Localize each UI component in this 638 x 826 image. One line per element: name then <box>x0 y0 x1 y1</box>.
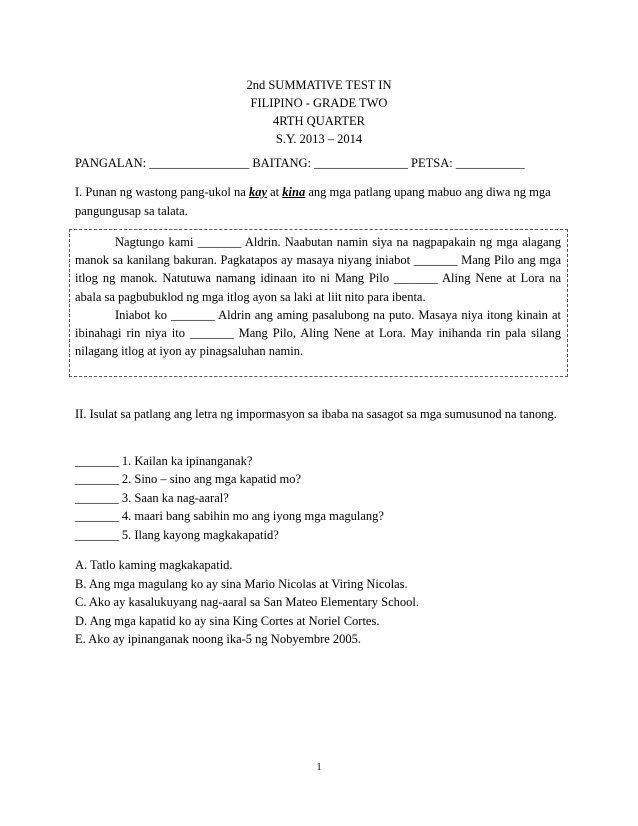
question-list <box>75 452 384 544</box>
question-item: _______ 4. maari bang sabihin mo ang iyong mga magulang? <box>75 509 384 524</box>
header-subject: FILIPINO - GRADE TWO <box>250 96 388 110</box>
header-school-year: S.Y. 2013 – 2014 <box>275 132 363 146</box>
passage-paragraph-2: Iniabot ko _______ Aldrin ang aming pasalubong na puto. Masaya niya itong kinain at ibinahagi rin niya ito _______ Mang Pilo, Aling Nene at Lora. May inihanda rin pala silang nilagang itlog at iyon ay pinagsaluhan namin. <box>75 307 561 359</box>
section1-text-before: I. Punan ng wastong pang-ukol na <box>75 185 249 199</box>
header-title: 2nd SUMMATIVE TEST IN <box>246 78 392 92</box>
section2-instruction: II. Isulat sa patlang ang letra ng impormasyon sa ibaba na sasagot sa mga sumusunod na tanong. <box>75 407 557 421</box>
answer-item: C. Ako ay kasalukuyang nag-aaral sa San Mateo Elementary School. <box>75 595 420 610</box>
answer-item: B. Ang mga magulang ko ay sina Mario Nicolas at Viring Nicolas. <box>75 576 408 591</box>
header-quarter: 4RTH QUARTER <box>273 114 365 128</box>
passage-box <box>69 229 568 377</box>
section1-instruction <box>75 183 567 221</box>
passage-paragraph-1: Nagtungo kami _______ Aldrin. Naabutan namin siya na nagpapakain ng mga alagang manok sa kanilang bakuran. Pagkatapos ay masaya niyang iniabot _______ Mang Pilo ang mga itlog ng manok. Natutuwa namang idinaan ito ni Mang Pilo _______ Aling Nene at Lora na abala sa pagbubuklod ng mga itlog ayon sa laki at liit nito para ibenta. <box>75 235 561 304</box>
student-info-line: PANGALAN: ________________ BAITANG: _______________ PETSA: ___________ <box>75 156 525 170</box>
question-item: _______ 3. Saan ka nag-aaral? <box>75 490 229 505</box>
keyword-kina: kina <box>282 185 306 199</box>
keyword-kay: kay <box>248 185 267 199</box>
question-item: _______ 2. Sino – sino ang mga kapatid mo? <box>75 472 302 487</box>
page-number: 1 <box>316 762 322 773</box>
section1-text-mid: at <box>267 185 283 199</box>
question-item: _______ 5. Ilang kayong magkakapatid? <box>75 527 279 542</box>
answer-item: E. Ako ay ipinanganak noong ika-5 ng Nobyembre 2005. <box>75 632 362 647</box>
answer-item: A. Tatlo kaming magkakapatid. <box>75 558 233 572</box>
test-header <box>0 76 638 148</box>
answer-choices <box>75 556 419 649</box>
section1-text-after: ang mga patlang upang mabuo ang diwa ng mga pangungusap sa talata. <box>75 185 551 218</box>
answer-item: D. Ang mga kapatid ko ay sina King Cortes at Noriel Cortes. <box>75 613 380 628</box>
question-item: _______ 1. Kailan ka ipinanganak? <box>75 454 253 468</box>
